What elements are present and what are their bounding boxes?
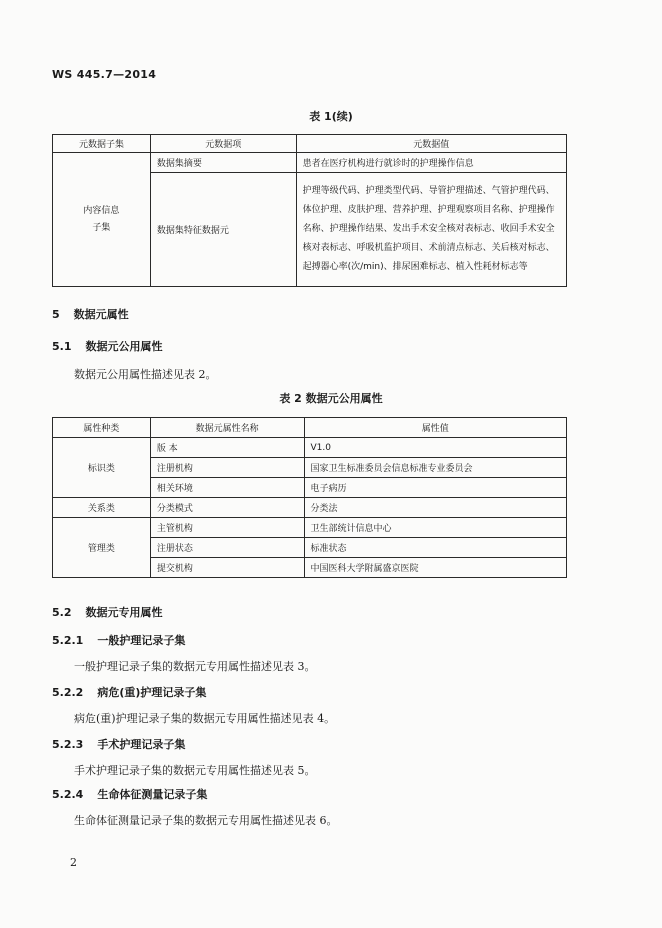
section-5-2-1-title: 一般护理记录子集 — [97, 634, 186, 647]
table1-item-summary: 数据集摘要 — [150, 153, 296, 173]
table2-value: 分类法 — [304, 498, 567, 518]
section-5-2-2-title: 病危(重)护理记录子集 — [97, 686, 207, 699]
table1 — [52, 134, 567, 287]
table2-value: 标准状态 — [304, 538, 567, 558]
section-5-2-4-title: 生命体征测量记录子集 — [97, 788, 208, 801]
table2-col-value: 属性值 — [304, 418, 567, 438]
section-5-2-3-title: 手术护理记录子集 — [97, 738, 186, 751]
table2-value: 电子病历 — [304, 478, 567, 498]
section-5-heading — [52, 306, 129, 322]
section-5-2-2-num: 5.2.2 — [52, 686, 84, 699]
table1-header-row — [53, 135, 567, 153]
table1-item-features: 数据集特征数据元 — [150, 173, 296, 287]
table1-col-value: 元数据值 — [296, 135, 566, 153]
section-5-2-1-heading — [52, 632, 185, 648]
table1-group-label — [53, 153, 151, 287]
table2-name: 提交机构 — [150, 558, 304, 578]
table-row — [53, 498, 567, 518]
table2 — [52, 417, 567, 578]
section-5-2-4-heading — [52, 786, 207, 802]
section-5-2-4-num: 5.2.4 — [52, 788, 84, 801]
table2-kind-identity: 标识类 — [53, 438, 151, 498]
table1-caption: 表 1(续) — [309, 110, 353, 123]
section-5-2-2-heading — [52, 684, 206, 700]
section-5-2-3-heading — [52, 736, 185, 752]
section-5-2-title: 数据元专用属性 — [85, 606, 163, 619]
document-code: WS 445.7—2014 — [52, 68, 157, 81]
table-row — [53, 153, 567, 173]
table1-group-text: 内容信息子集 — [83, 205, 120, 233]
table2-value: V1.0 — [304, 438, 567, 458]
table2-kind-management: 管理类 — [53, 518, 151, 578]
table2-value: 卫生部统计信息中心 — [304, 518, 567, 538]
table2-kind-relation: 关系类 — [53, 498, 151, 518]
table1-value-summary: 患者在医疗机构进行就诊时的护理操作信息 — [296, 153, 566, 173]
section-5-2-4-text: 生命体征测量记录子集的数据元专用属性描述见表 6。 — [74, 814, 338, 827]
section-5-2-1-text: 一般护理记录子集的数据元专用属性描述见表 3。 — [74, 660, 316, 673]
table2-col-name: 数据元属性名称 — [150, 418, 304, 438]
section-5-2-3-text: 手术护理记录子集的数据元专用属性描述见表 5。 — [74, 764, 316, 777]
section-5-2-3-num: 5.2.3 — [52, 738, 84, 751]
section-5-1-title: 数据元公用属性 — [85, 340, 163, 353]
table1-value-features: 护理等级代码、护理类型代码、导管护理描述、气管护理代码、体位护理、皮肤护理、营养护理、护理观察项目名称、护理操作名称、护理操作结果、发出手术安全核对表标志、收回手术安全核对表标志、呼吸机监护项目、术前清点标志、关后核对标志、起搏器心率(次/min)、排尿困难标志、植入性耗材标志等 — [296, 173, 566, 287]
section-5-2-2-text: 病危(重)护理记录子集的数据元专用属性描述见表 4。 — [74, 712, 336, 725]
section-5-2-1-num: 5.2.1 — [52, 634, 84, 647]
section-5-num: 5 — [52, 308, 60, 321]
table2-header-row — [53, 418, 567, 438]
table2-name: 版 本 — [150, 438, 304, 458]
section-5-title: 数据元属性 — [73, 308, 129, 321]
table2-caption: 表 2 数据元公用属性 — [279, 392, 383, 405]
table-row — [53, 438, 567, 458]
table-row — [53, 518, 567, 538]
table2-name: 分类模式 — [150, 498, 304, 518]
table2-name: 主管机构 — [150, 518, 304, 538]
section-5-2-num: 5.2 — [52, 606, 72, 619]
section-5-1-num: 5.1 — [52, 340, 72, 353]
table2-name: 相关环境 — [150, 478, 304, 498]
table2-value: 中国医科大学附属盛京医院 — [304, 558, 567, 578]
section-5-1-text: 数据元公用属性描述见表 2。 — [74, 368, 217, 381]
section-5-1-heading — [52, 338, 163, 354]
table2-name: 注册机构 — [150, 458, 304, 478]
page-number: 2 — [70, 856, 77, 869]
table2-name: 注册状态 — [150, 538, 304, 558]
table2-value: 国家卫生标准委员会信息标准专业委员会 — [304, 458, 567, 478]
section-5-2-heading — [52, 604, 163, 620]
table1-col-item: 元数据项 — [150, 135, 296, 153]
table2-col-kind: 属性种类 — [53, 418, 151, 438]
table1-col-subset: 元数据子集 — [53, 135, 151, 153]
